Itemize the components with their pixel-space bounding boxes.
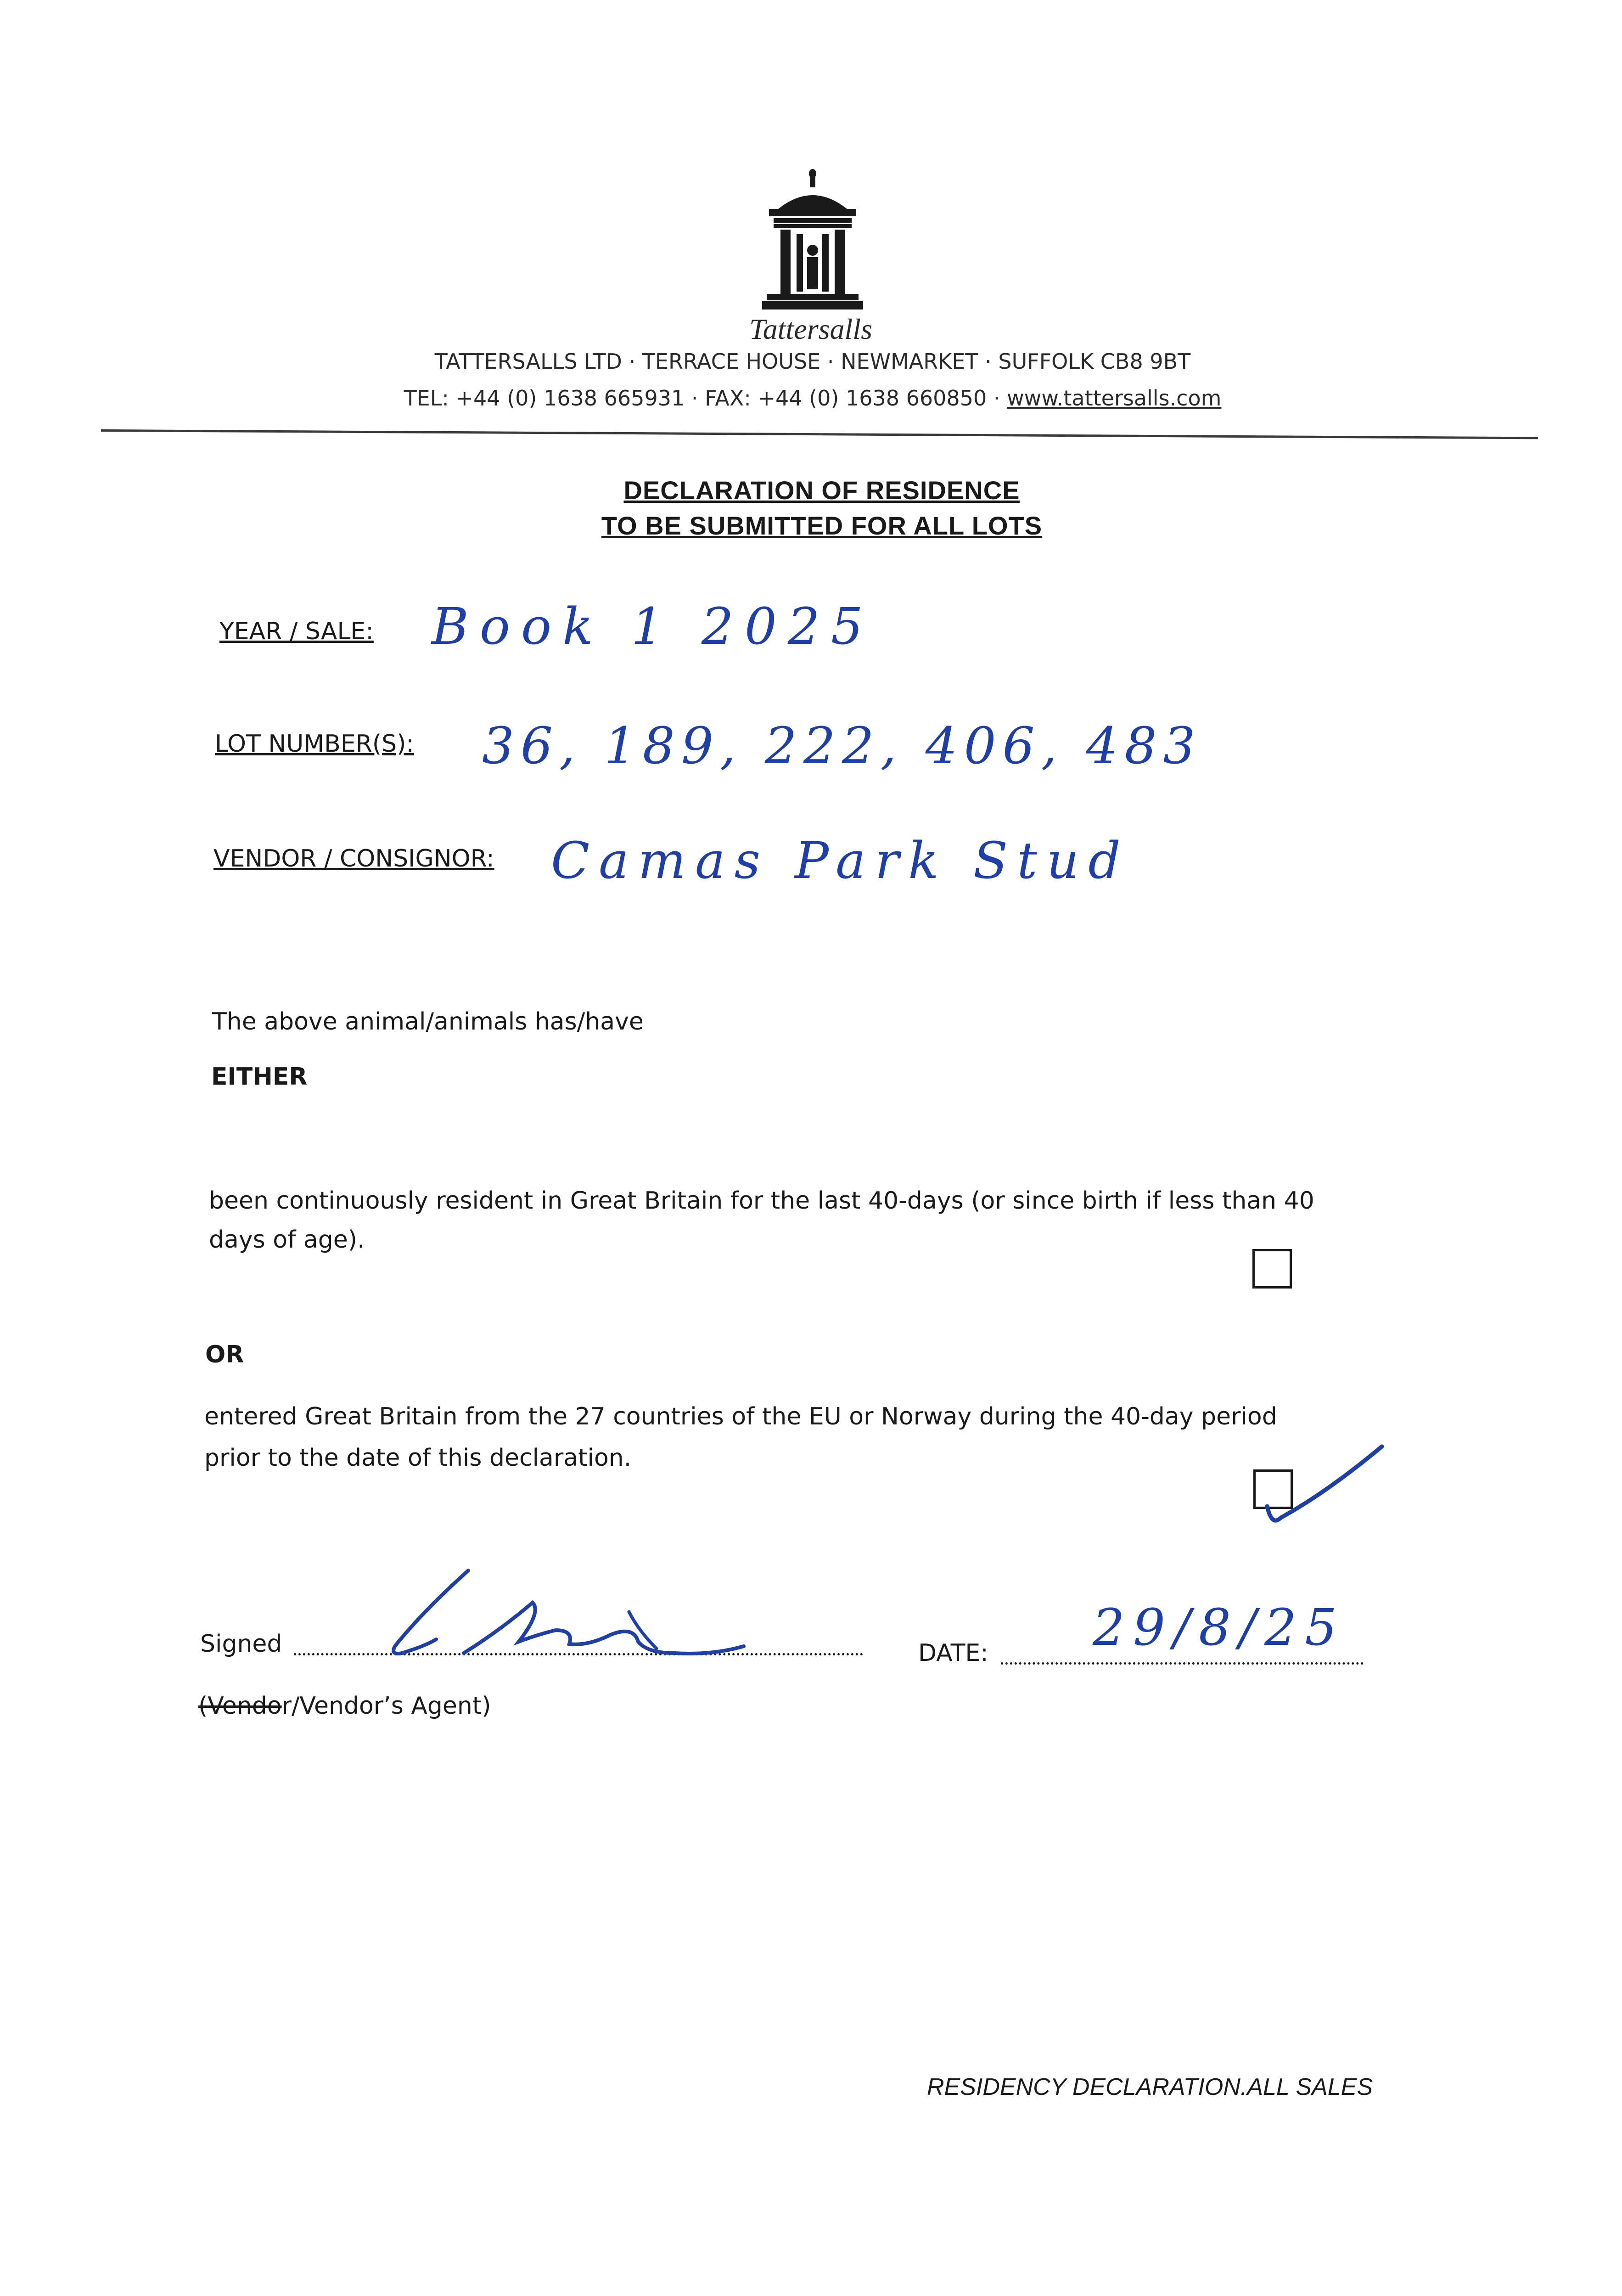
lot-numbers-label: LOT NUMBER(S): bbox=[215, 730, 414, 758]
intro-text: The above animal/animals has/have bbox=[212, 1008, 644, 1035]
option2-checkmark-icon bbox=[1249, 1437, 1396, 1538]
or-heading: OR bbox=[205, 1341, 244, 1368]
document-subtitle: TO BE SUBMITTED FOR ALL LOTS bbox=[601, 511, 1043, 540]
document-title: DECLARATION OF RESIDENCE bbox=[623, 476, 1020, 505]
rotunda-logo-icon bbox=[753, 165, 872, 317]
company-contact bbox=[257, 386, 1368, 411]
header-divider bbox=[101, 429, 1538, 439]
option1-text-line2: days of age). bbox=[209, 1226, 365, 1254]
option2-text-line2: prior to the date of this declaration. bbox=[204, 1444, 632, 1472]
option2-text-line1: entered Great Britain from the 27 countries of the EU or Norway during the 40-day period bbox=[204, 1403, 1277, 1430]
signed-label: Signed bbox=[200, 1630, 282, 1658]
date-line bbox=[1001, 1662, 1364, 1665]
role-text: r/Vendor’s Agent) bbox=[281, 1692, 491, 1720]
either-heading: EITHER bbox=[211, 1063, 308, 1091]
lot-numbers-value[interactable]: 36, 189, 222, 406, 483 bbox=[482, 716, 1202, 775]
handwritten-signature bbox=[381, 1561, 794, 1681]
vendor-consignor-label: VENDOR / CONSIGNOR: bbox=[213, 845, 494, 872]
date-value[interactable]: 29/8/25 bbox=[1093, 1598, 1346, 1657]
date-label: DATE: bbox=[918, 1639, 988, 1667]
website-link[interactable]: www.tattersalls.com bbox=[1007, 386, 1222, 411]
option1-checkbox[interactable] bbox=[1252, 1249, 1292, 1289]
footer-doc-name: RESIDENCY DECLARATION.ALL SALES bbox=[926, 2074, 1373, 2100]
vendor-consignor-value[interactable]: Camas Park Stud bbox=[551, 831, 1130, 890]
signatory-role bbox=[198, 1685, 491, 1727]
brand-name: Tattersalls bbox=[749, 313, 872, 345]
role-struck-text: (Vendo bbox=[198, 1692, 282, 1720]
year-sale-label: YEAR / SALE: bbox=[219, 618, 374, 645]
tattersalls-logo bbox=[753, 165, 872, 317]
year-sale-value[interactable]: Book 1 2025 bbox=[432, 597, 874, 656]
contact-numbers: TEL: +44 (0) 1638 665931 · FAX: +44 (0) 1638 660850 · bbox=[404, 386, 1007, 411]
option1-text-line1: been continuously resident in Great Britain for the last 40-days (or since birth if less than 40 bbox=[209, 1187, 1314, 1215]
company-address: TATTERSALLS LTD · TERRACE HOUSE · NEWMARKET · SUFFOLK CB8 9BT bbox=[434, 349, 1191, 374]
